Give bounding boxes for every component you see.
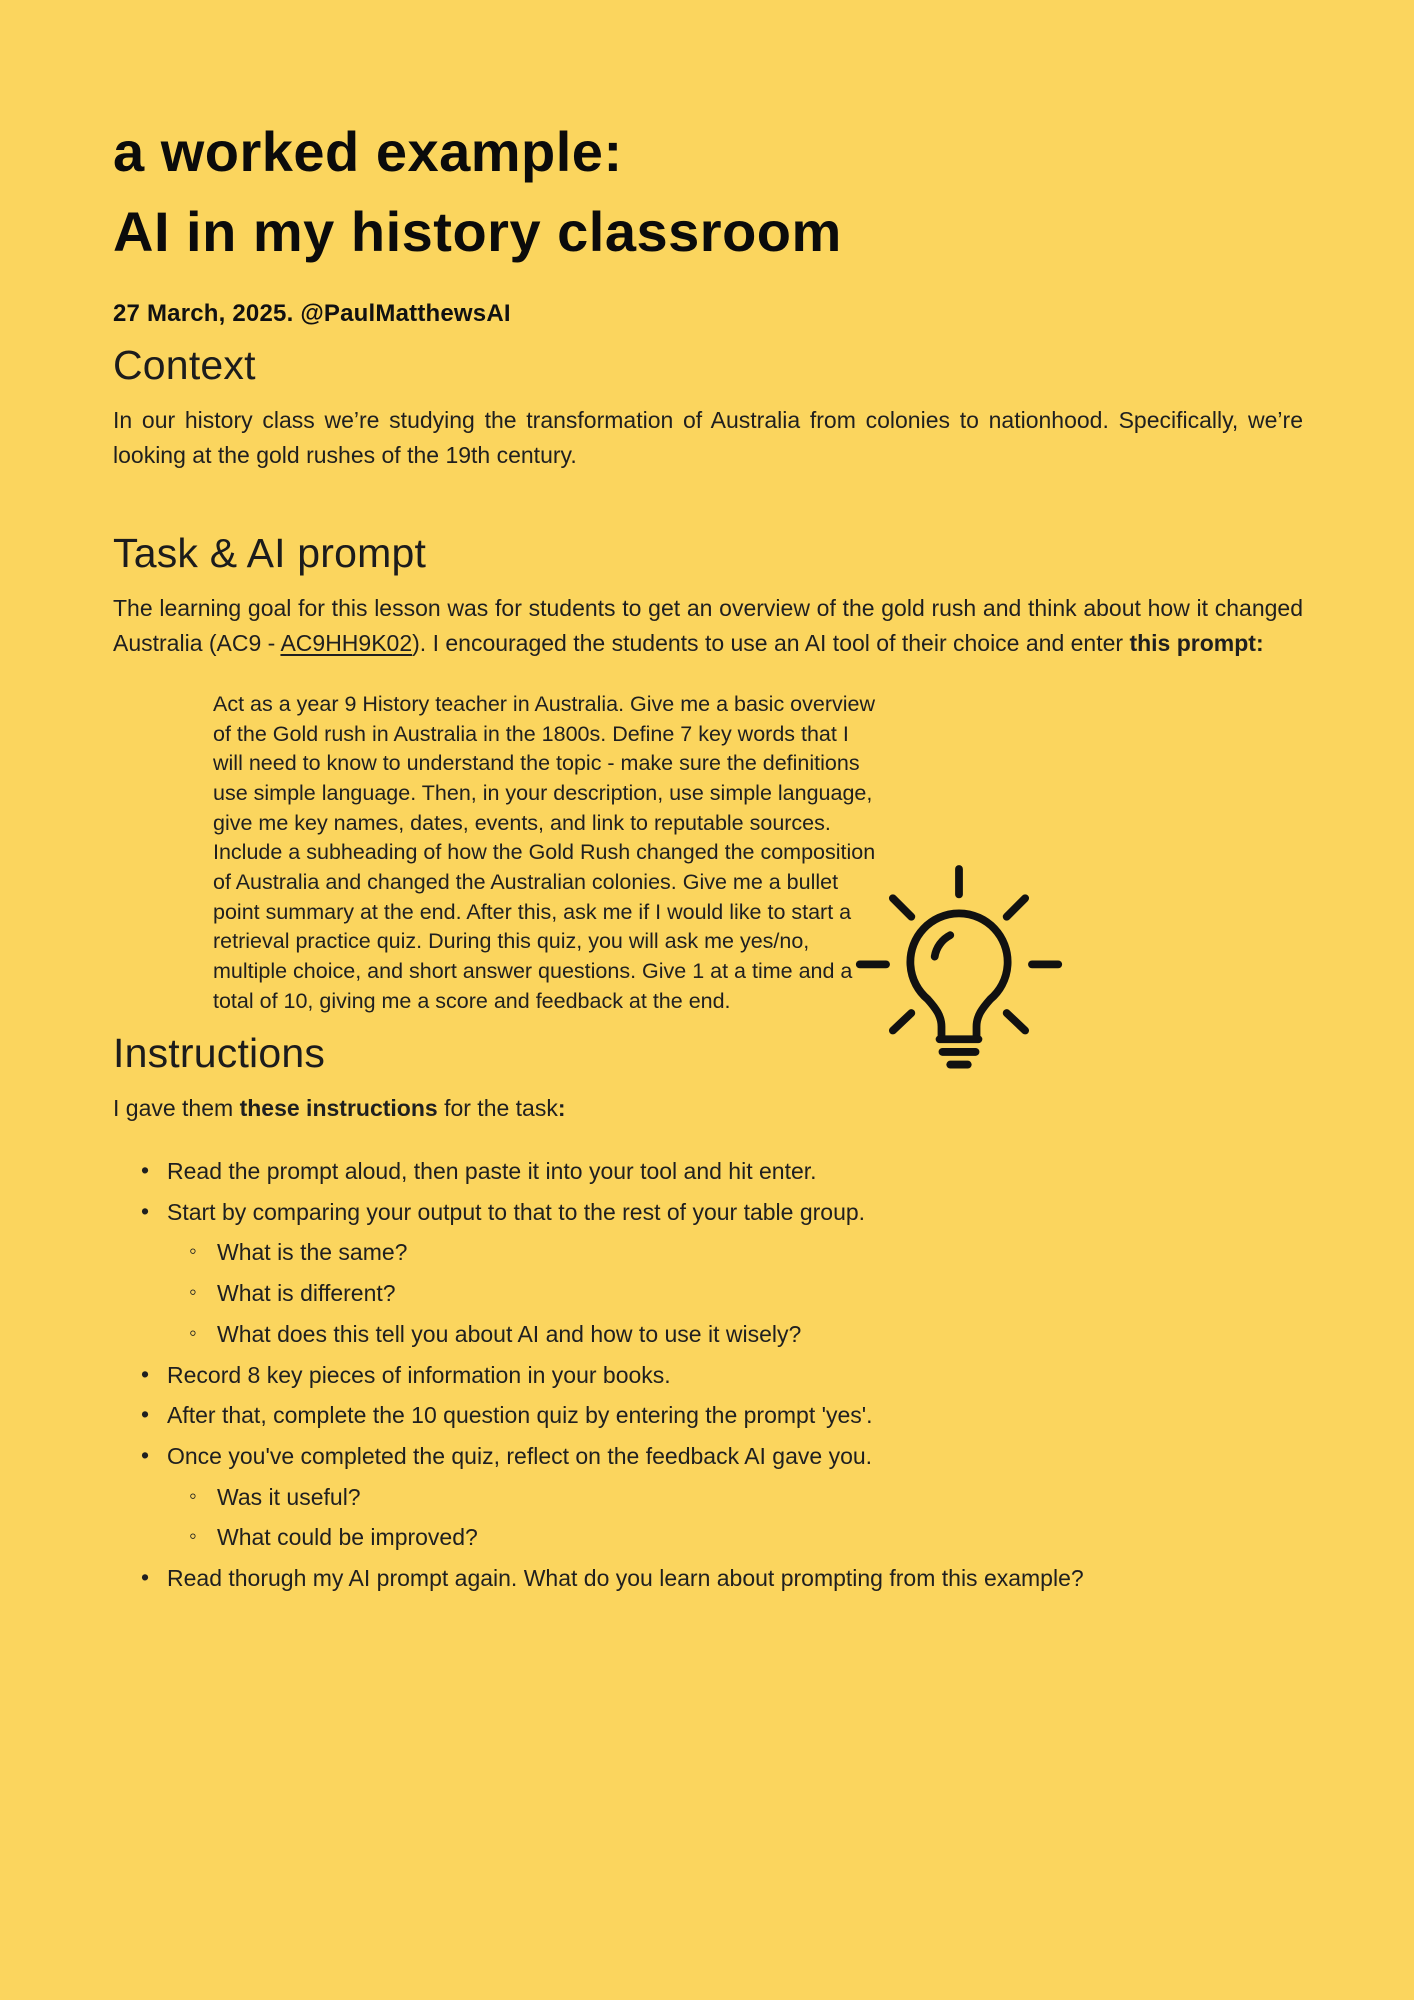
curriculum-code-link[interactable]: AC9HH9K02 — [280, 629, 413, 656]
context-heading: Context — [113, 342, 256, 389]
intro-text-pre: I gave them — [113, 1095, 240, 1122]
instructions-intro — [113, 1091, 1303, 1126]
sub-list-item-text: What is the same? — [217, 1239, 408, 1266]
list-item-text: Once you've completed the quiz, reflect on the feedback AI gave you. — [167, 1443, 873, 1470]
sub-list-item — [185, 1237, 1303, 1269]
list-item-text: Start by comparing your output to that to the rest of your table group. — [167, 1198, 866, 1225]
list-item — [135, 1360, 1303, 1392]
sub-list-item-text: What could be improved? — [217, 1524, 478, 1551]
sub-list-item-text: What does this tell you about AI and how to use it wisely? — [217, 1320, 802, 1347]
list-item — [135, 1400, 1303, 1432]
title-line-2: AI in my history classroom — [113, 200, 842, 264]
list-item-text: Record 8 key pieces of information in your books. — [167, 1361, 671, 1388]
instructions-list — [135, 1156, 1303, 1595]
sub-list — [185, 1237, 1303, 1350]
title-line-1: a worked example: — [113, 120, 623, 183]
intro-text-mid: for the task — [437, 1095, 558, 1122]
sub-list-item-text: What is different? — [217, 1280, 396, 1307]
list-item — [135, 1563, 1303, 1595]
instructions-heading: Instructions — [113, 1030, 326, 1077]
sub-list-item-text: Was it useful? — [217, 1483, 361, 1510]
list-item — [135, 1197, 1303, 1351]
context-paragraph: In our history class we’re studying the transformation of Australia from colonies to nationhood. Specifically, we’re looking at the gold rushes of the 19th century. — [113, 407, 1303, 468]
list-item-text: Read the prompt aloud, then paste it into your tool and hit enter. — [167, 1157, 817, 1184]
task-heading: Task & AI prompt — [113, 530, 427, 577]
intro-text-colon: : — [557, 1095, 566, 1122]
list-item-text: After that, complete the 10 question quiz by entering the prompt 'yes'. — [167, 1402, 873, 1429]
list-item — [135, 1156, 1303, 1188]
list-item — [135, 1441, 1303, 1554]
sub-list-item — [185, 1319, 1303, 1351]
sub-list-item — [185, 1522, 1303, 1554]
task-text-mid: ). I encouraged the students to use an AI tool of their choice and enter — [412, 629, 1130, 656]
task-paragraph — [113, 591, 1303, 660]
sub-list-item — [185, 1278, 1303, 1310]
task-text-post: : — [1255, 629, 1264, 656]
sub-list-item — [185, 1482, 1303, 1514]
byline: 27 March, 2025. @PaulMatthewsAI — [113, 300, 511, 328]
intro-text-bold: these instructions — [239, 1095, 438, 1122]
lightbulb-icon — [852, 858, 1066, 1098]
page-title — [113, 112, 1303, 272]
sub-list — [185, 1482, 1303, 1554]
ai-prompt-block: Act as a year 9 History teacher in Australia. Give me a basic overview of the Gold rush in Australia in the 1800s. Define 7 key words that I will need to know to understand the topic - make sure the definitions use simple language. Then, in your description, use simple language, give me key names, dates, events, and link to reputable sources. Include a subheading of how the Gold Rush changed the composition of Australia and changed the Australian colonies. Give me a bullet point summary at the end. After this, ask me if I would like to start a retrieval practice quiz. During this quiz, you will ask me yes/no, multiple choice, and short answer questions. Give 1 at a time and a total of 10, giving me a score and feedback at the end. — [213, 692, 876, 1013]
task-text-bold: this prompt — [1129, 629, 1256, 656]
task-text-pre: The learning goal for this lesson was for students to get an overview of the gold rush and think about how it changed Australia (AC9 - — [113, 595, 1303, 656]
list-item-text: Read thorugh my AI prompt again. What do you learn about prompting from this example? — [167, 1565, 1084, 1592]
